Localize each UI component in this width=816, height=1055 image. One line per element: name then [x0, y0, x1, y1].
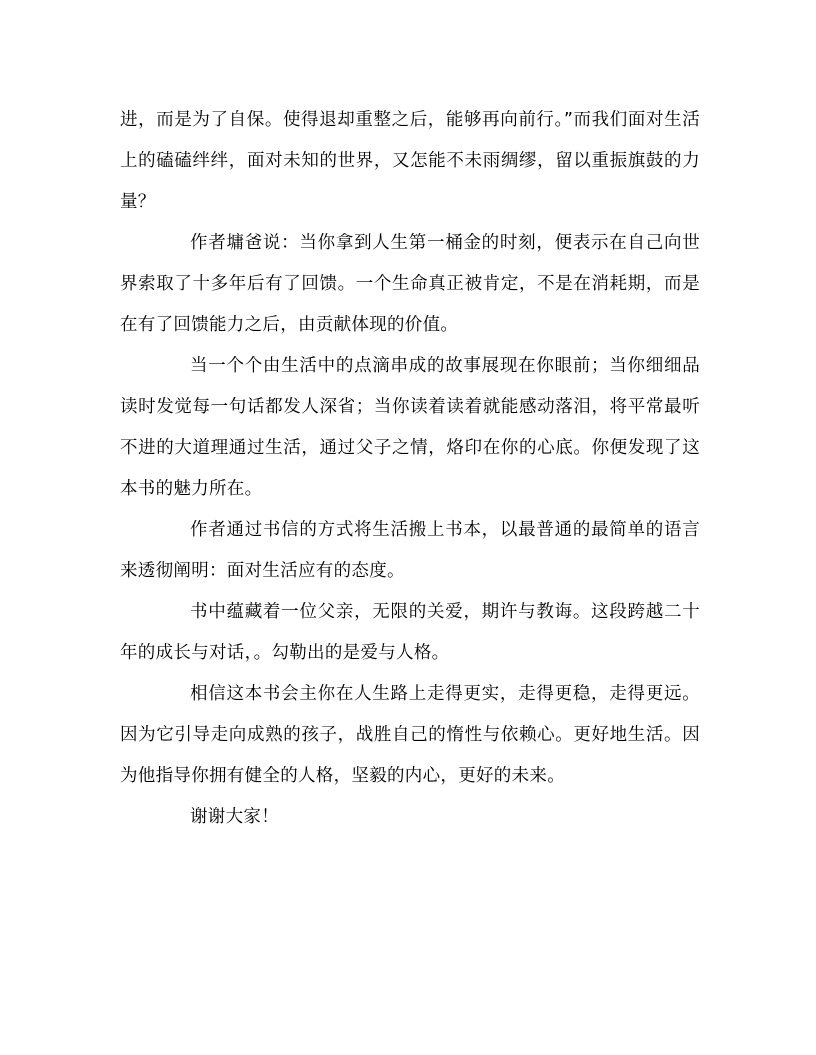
paragraph-belief: 相信这本书会主你在人生路上走得更实，走得更稳，走得更远。因为它引导走向成熟的孩子，战胜自己的惰性与依赖心。更好地生活。因为他指导你拥有健全的人格，坚毅的内心，更好的未来。	[120, 684, 700, 786]
paragraph-father: 书中蕴藏着一位父亲，无限的关爱，期许与教诲。这段跨越二十年的成长与对话，。勾勒出的是爱与人格。	[120, 602, 700, 663]
paragraph-letters: 作者通过书信的方式将生活搬上书本，以最普通的最简单的语言来透彻阐明：面对生活应有的态度。	[120, 520, 700, 581]
paragraph-author-quote: 作者墉爸说：当你拿到人生第一桶金的时刻，便表示在自己向世界索取了十多年后有了回馈。一个生命真正被肯定，不是在消耗期，而是在有了回馈能力之后，由贡献体现的价值。	[120, 233, 700, 335]
document-body	[120, 100, 700, 838]
paragraph-stories: 当一个个由生活中的点滴串成的故事展现在你眼前；当你细细品读时发觉每一句话都发人深省；当你读着读着就能感动落泪，将平常最听不进的大道理通过生活，通过父子之情，烙印在你的心底。你便发现了这本书的魅力所在。	[120, 356, 700, 499]
paragraph-thanks: 谢谢大家！	[190, 807, 279, 827]
paragraph-continuation: 进，而是为了自保。使得退却重整之后，能够再向前行。”而我们面对生活上的磕磕绊绊，面对未知的世界，又怎能不未雨绸缪，留以重振旗鼓的力量？	[120, 110, 700, 212]
